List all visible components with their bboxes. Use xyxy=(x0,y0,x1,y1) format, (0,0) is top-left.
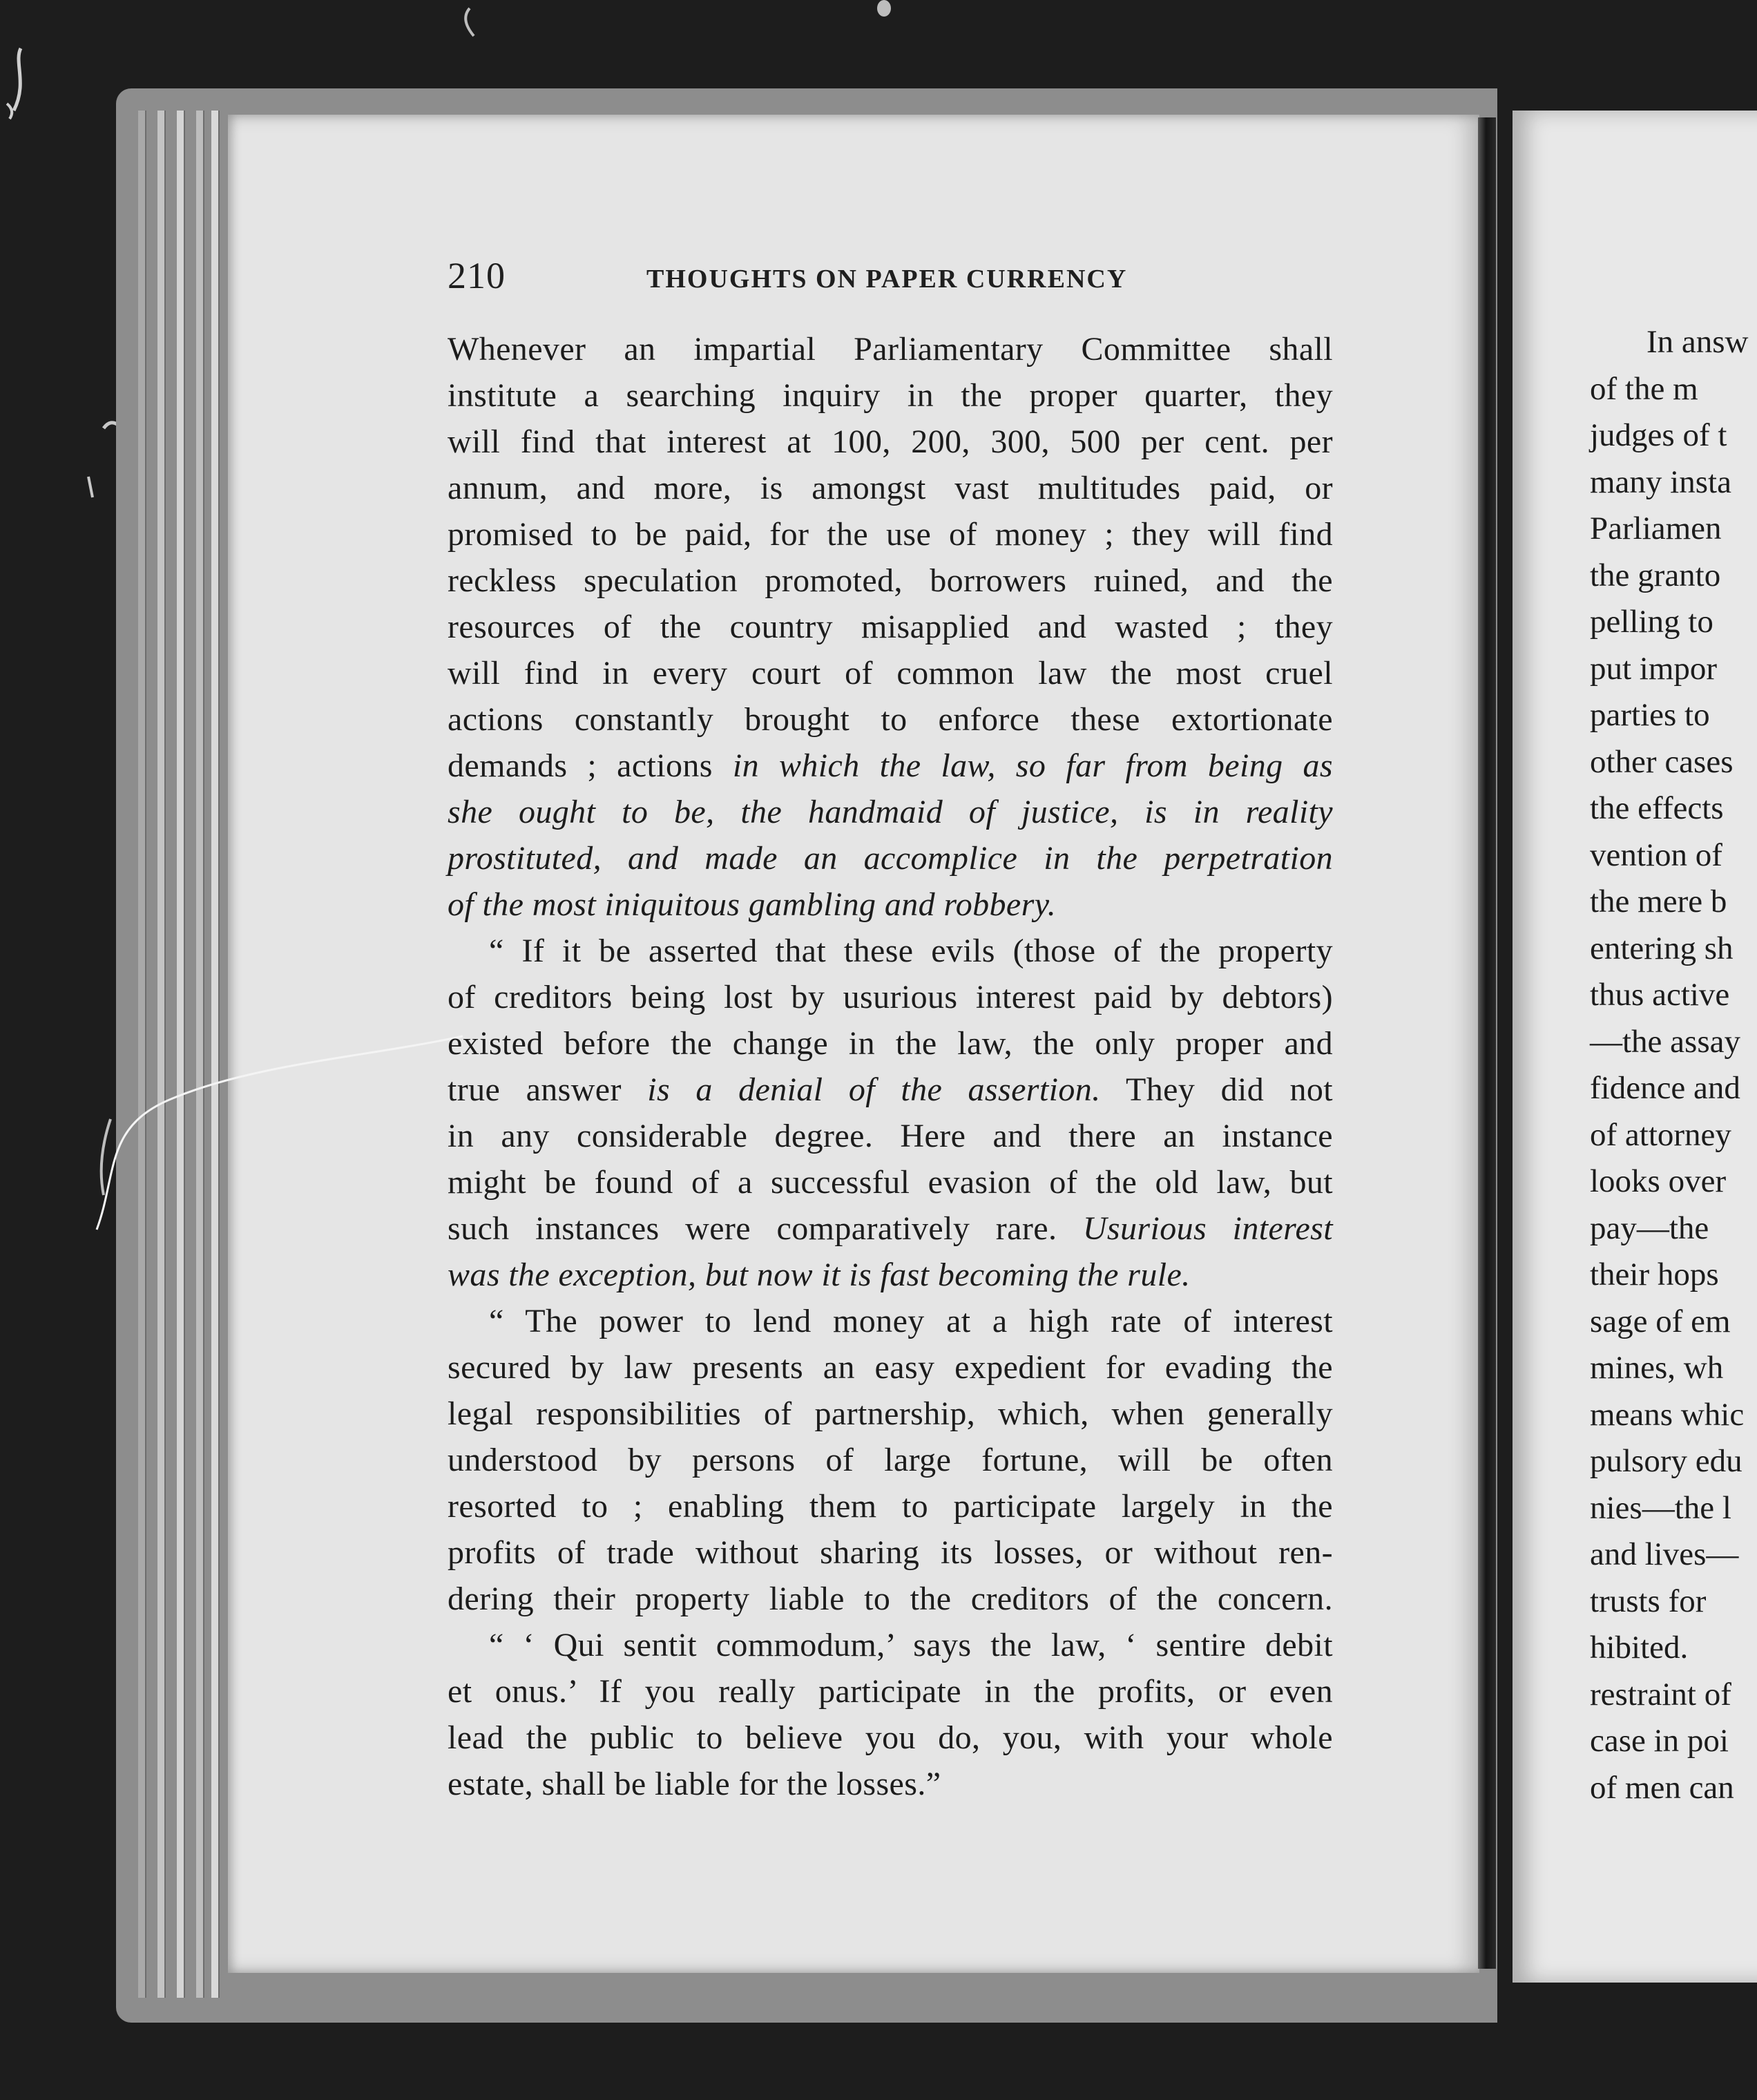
text-span: estate, shall be liable for the losses.” xyxy=(448,1766,941,1802)
text-line xyxy=(448,1576,1333,1622)
text-span: et onus.’ If you really participate in the profits, or even xyxy=(448,1673,1333,1710)
text-span: demands ; actions xyxy=(448,747,733,784)
italic-text-span: she ought to be, the handmaid of justice, is in reality xyxy=(448,794,1333,830)
text-line: of men can xyxy=(1590,1769,1734,1806)
text-line xyxy=(448,419,1333,465)
text-span: existed before the change in the law, the only proper and xyxy=(448,1025,1333,1062)
text-line xyxy=(448,1344,1333,1391)
text-line xyxy=(448,881,1333,928)
book-gutter xyxy=(1478,117,1496,1969)
text-line: fidence and xyxy=(1590,1070,1740,1106)
text-span: such instances were comparatively rare. xyxy=(448,1210,1083,1247)
text-line xyxy=(448,743,1333,789)
text-line: looks over xyxy=(1590,1163,1727,1199)
italic-text-span: of the most iniquitous gambling and robbery. xyxy=(448,886,1057,923)
italic-text-span: is a denial of the assertion. xyxy=(647,1071,1101,1108)
text-line xyxy=(448,465,1333,511)
text-line: entering sh xyxy=(1590,930,1734,966)
text-line: In answ xyxy=(1646,324,1749,360)
italic-text-span: in which the law, so far from being as xyxy=(732,747,1333,784)
text-span: resources of the country misapplied and wasted ; they xyxy=(448,609,1333,645)
text-line: pelling to xyxy=(1590,604,1713,640)
text-span: resorted to ; enabling them to participate largely in the xyxy=(448,1488,1333,1525)
text-line: thus active xyxy=(1590,977,1730,1013)
text-line xyxy=(448,1483,1333,1529)
text-line xyxy=(448,1159,1333,1205)
text-line: other cases xyxy=(1590,743,1734,780)
text-line xyxy=(448,650,1333,696)
page-number: 210 xyxy=(448,255,506,296)
text-span: of creditors being lost by usurious interest paid by debtors) xyxy=(448,979,1333,1015)
text-line xyxy=(448,928,1333,974)
text-span: will find in every court of common law the most cruel xyxy=(448,655,1333,691)
text-line xyxy=(448,1761,1333,1807)
text-line: means whic xyxy=(1590,1396,1745,1433)
text-span: might be found of a successful evasion of the old law, but xyxy=(448,1164,1333,1201)
text-line: of the m xyxy=(1590,370,1698,407)
text-line: the effects xyxy=(1590,790,1724,826)
text-span: secured by law presents an easy expedient for evading the xyxy=(448,1349,1333,1386)
text-span: They did not xyxy=(1100,1071,1333,1108)
text-line xyxy=(448,696,1333,743)
text-line xyxy=(448,1205,1333,1252)
top-scratch-mark xyxy=(428,0,511,55)
text-line: the mere b xyxy=(1590,884,1727,919)
text-span: reckless speculation promoted, borrowers ruined, and the xyxy=(448,562,1333,599)
text-line xyxy=(448,326,1333,372)
text-line xyxy=(448,1437,1333,1483)
text-span: “ The power to lend money at a high rate of interest xyxy=(489,1303,1333,1339)
text-line xyxy=(448,1668,1333,1715)
text-line xyxy=(448,1715,1333,1761)
text-line xyxy=(448,974,1333,1020)
text-span: lead the public to believe you do, you, with your whole xyxy=(448,1719,1333,1756)
text-line xyxy=(448,557,1333,604)
text-line xyxy=(448,835,1333,881)
text-span: “ If it be asserted that these evils (those of the property xyxy=(489,933,1333,969)
text-line: parties to xyxy=(1590,697,1710,733)
text-line xyxy=(448,372,1333,419)
text-line: pulsory edu xyxy=(1590,1443,1742,1479)
text-line xyxy=(448,1113,1333,1159)
text-line: many insta xyxy=(1590,464,1731,500)
text-line: vention of xyxy=(1590,837,1722,873)
text-span: will find that interest at 100, 200, 300, 500 per cent. per xyxy=(448,423,1333,460)
text-line: trusts for xyxy=(1590,1583,1707,1619)
text-line xyxy=(448,1298,1333,1344)
text-line: pay—the xyxy=(1590,1210,1709,1246)
text-span: institute a searching inquiry in the proper quarter, they xyxy=(448,377,1333,414)
text-line: their hops xyxy=(1590,1257,1719,1292)
text-line xyxy=(448,1020,1333,1067)
text-line: and lives— xyxy=(1590,1536,1739,1572)
text-line: of attorney xyxy=(1590,1116,1731,1153)
text-line: case in poi xyxy=(1590,1723,1729,1759)
text-line: —the assay xyxy=(1590,1023,1740,1060)
text-line: Parliamen xyxy=(1590,510,1722,546)
text-span: profits of trade without sharing its losses, or without ren- xyxy=(448,1534,1333,1571)
text-line: hibited. xyxy=(1590,1630,1689,1665)
text-span: Whenever an impartial Parliamentary Committee shall xyxy=(448,331,1333,368)
text-span: actions constantly brought to enforce these extortionate xyxy=(448,701,1333,738)
text-line xyxy=(448,511,1333,557)
text-span: promised to be paid, for the use of money ; they will find xyxy=(448,516,1333,553)
text-line: sage of em xyxy=(1590,1303,1731,1339)
text-line xyxy=(448,789,1333,835)
right-page-text xyxy=(1590,319,1757,1811)
text-line xyxy=(448,1252,1333,1298)
text-line: restraint of xyxy=(1590,1676,1731,1712)
text-line xyxy=(448,1529,1333,1576)
text-span: dering their property liable to the creditors of the concern. xyxy=(448,1581,1333,1617)
italic-text-span: was the exception, but now it is fast becoming the rule. xyxy=(448,1257,1191,1293)
text-line: judges of t xyxy=(1590,417,1727,453)
text-line xyxy=(448,1067,1333,1113)
text-line xyxy=(448,1622,1333,1668)
text-line: nies—the l xyxy=(1590,1489,1731,1526)
text-line xyxy=(448,604,1333,650)
text-line xyxy=(448,1391,1333,1437)
text-span: understood by persons of large fortune, will be often xyxy=(448,1442,1333,1478)
italic-text-span: prostituted, and made an accomplice in the perpetration xyxy=(448,840,1333,877)
top-dust-mark xyxy=(877,0,891,17)
left-page-text xyxy=(448,326,1333,1807)
text-line: the granto xyxy=(1590,557,1721,593)
running-title: THOUGHTS ON PAPER CURRENCY xyxy=(646,265,1128,294)
text-span: in any considerable degree. Here and there an instance xyxy=(448,1118,1333,1154)
text-span: legal responsibilities of partnership, which, when generally xyxy=(448,1395,1333,1432)
text-line: put impor xyxy=(1590,650,1718,687)
italic-text-span: Usurious interest xyxy=(1082,1210,1334,1247)
text-line: mines, wh xyxy=(1590,1350,1724,1386)
text-span: annum, and more, is amongst vast multitudes paid, or xyxy=(448,470,1333,506)
text-span: “ ‘ Qui sentit commodum,’ says the law, ‘ sentire debit xyxy=(489,1627,1333,1663)
text-span: true answer xyxy=(448,1071,648,1108)
